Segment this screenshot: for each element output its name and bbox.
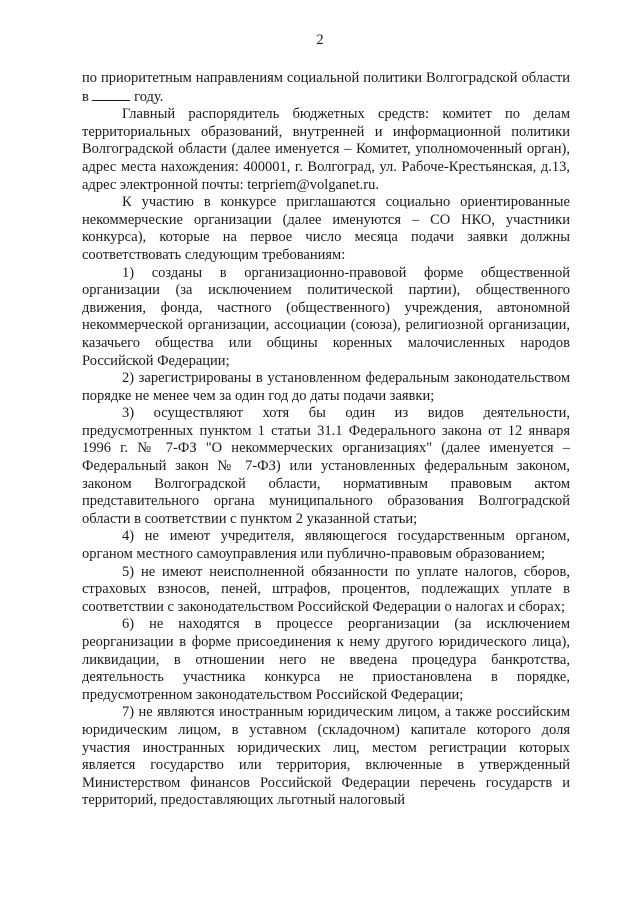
paragraph-intro-continuation: [82, 70, 570, 106]
paragraph-budget-administrator: Главный распорядитель бюджетных средств: комитет по делам территориальных образований, внутренней и информационной политики Волгоградской области (далее именуется – Комитет, уполномоченный орган), адрес места нахождения: 400001, г. Волгоград, ул. Рабоче-Крестьянская, д.13, адрес электронной почты: terpriem@volganet.ru.: [82, 106, 570, 193]
requirement-item-6: 6) не находятся в процессе реорганизации (за исключением реорганизации в форме присоединения к нему другого юридического лица), ликвидации, в отношении него не введена процедура банкротства, деятельность участника конкурса не приостановлена в порядке, предусмотренном законодательством Российской Федерации;: [82, 616, 570, 703]
requirement-item-2: 2) зарегистрированы в установленном федеральным законодательством порядке не менее чем за один год до даты подачи заявки;: [82, 370, 570, 404]
paragraph-invitation: К участию в конкурсе приглашаются социально ориентированные некоммерческие организации (далее именуются – СО НКО, участники конкурса), которые на первое число месяца подачи заявки должны соответствовать следующим требованиям:: [82, 194, 570, 263]
requirement-item-4: 4) не имеют учредителя, являющегося государственным органом, органом местного самоуправления или публично-правовым образованием;: [82, 528, 570, 563]
paragraph-intro-tail: году.: [130, 88, 164, 105]
paragraph-intro-text: по приоритетным направлениям социальной политики Волгоградской области в: [82, 70, 570, 105]
page-number: 2: [316, 32, 324, 48]
year-blank-field: [92, 88, 130, 101]
requirement-item-1: 1) созданы в организационно-правовой форме общественной организации (за исключением политической партии), общественного движения, фонда, частного (общественного) учреждения, автономной некоммерческой организации, ассоциации (союза), религиозной организации, казачьего общества или общины коренных малочисленных народов Российской Федерации;: [82, 264, 570, 369]
document-body: [82, 70, 570, 810]
requirement-item-3: 3) осуществляют хотя бы один из видов деятельности, предусмотренных пунктом 1 статьи 31.1 Федерального закона от 12 января 1996 г. № 7-ФЗ "О некоммерческих организациях" (далее именуется – Федеральный закон № 7-ФЗ) или установленных федеральным законом, законом Волгоградской области, нормативным правовым актом представительного органа муниципального образования Волгоградской области в соответствии с пунктом 2 указанной статьи;: [82, 405, 570, 527]
requirement-item-5: 5) не имеют неисполненной обязанности по уплате налогов, сборов, страховых взносов, пеней, штрафов, процентов, подлежащих уплате в соответствии с законодательством Российской Федерации о налогах и сборах;: [82, 563, 570, 615]
requirement-item-7: 7) не являются иностранным юридическим лицом, а также российским юридическим лицом, в уставном (складочном) капитале которого доля участия иностранных юридических лиц, местом регистрации которых является государство или территория, включенные в утвержденный Министерством финансов Российской Федерации перечень государств и территорий, предоставляющих льготный налоговый: [82, 704, 570, 809]
